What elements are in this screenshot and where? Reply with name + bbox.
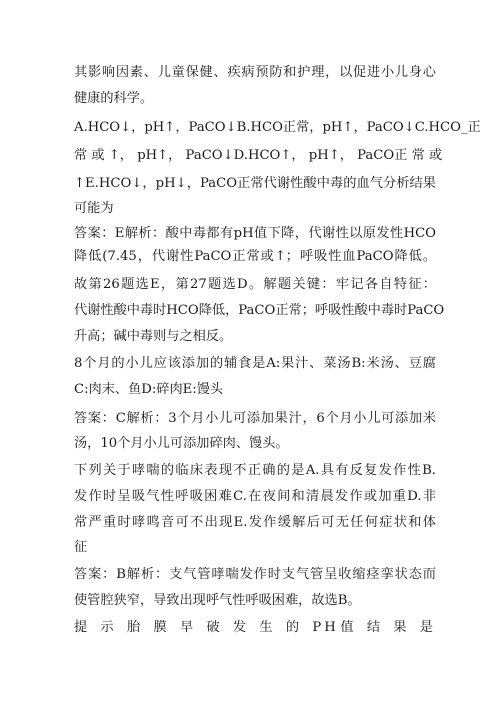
text-line-1: 其影响因素、儿童保健、疾病预防和护理，以促进小儿身心: [74, 65, 436, 80]
text-line-2: 健康的科学。: [74, 91, 154, 106]
text-line-20: 答案：B解析：支气管哮喘发作时支气管呈收缩痉挛状态而: [74, 567, 436, 582]
text-line-15: 汤，10个月小儿可添加碎肉、馒头。: [74, 436, 289, 451]
text-line-3: A.HCO↓，pH↑，PaCO↓B.HCO正常，pH↑，PaCO↓C.HCO_正: [74, 120, 481, 135]
text-line-12: 8个月的小儿应该添加的辅食是A:果汁、菜汤B:米汤、豆腐: [74, 356, 436, 371]
text-line-4: 常 或 ↑， pH↑， PaCO↓D.HCO↑， pH↑， PaCO正 常 或: [74, 148, 443, 163]
text-line-8: 降低(7.45，代谢性PaCO正常或↑；呼吸性血PaCO降低。: [74, 249, 436, 264]
text-line-7: 答案：E解析：酸中毒都有pH值下降，代谢性以原发性HCO: [74, 226, 436, 241]
text-line-6: 可能为: [74, 201, 114, 216]
text-line-18: 常严重时哮鸣音可不出现E.发作缓解后可无任何症状和体: [74, 515, 436, 530]
text-line-9: 故第26题选E，第27题选D。解题关键：牢记各自特征：: [74, 277, 436, 292]
text-line-11: 升高；碱中毒则与之相反。: [74, 329, 233, 344]
text-line-16: 下列关于哮喘的临床表现不正确的是A.具有反复发作性B.: [74, 463, 436, 478]
text-line-14: 答案：C解析：3个月小儿可添加果汁，6个月小儿可添加米: [74, 411, 436, 426]
text-line-10: 代谢性酸中毒时HCO降低，PaCO正常；呼吸性酸中毒时PaCO: [74, 303, 445, 318]
text-line-22: 提 示 胎 膜 早 破 发 生 的 PH值 结 果 是: [74, 620, 436, 635]
text-line-19: 征: [74, 540, 88, 555]
text-line-17: 发作时呈吸气性呼吸困难C.在夜间和清晨发作或加重D.非: [74, 489, 436, 504]
text-line-5: ↑E.HCO↓，pH↓，PaCO正常代谢性酸中毒的血气分析结果: [74, 176, 436, 191]
text-line-21: 使管腔狭窄，导致出现呼气性呼吸困难，故选B。: [74, 593, 361, 608]
text-line-13: C:肉末、鱼D:碎肉E:馒头: [74, 382, 224, 397]
